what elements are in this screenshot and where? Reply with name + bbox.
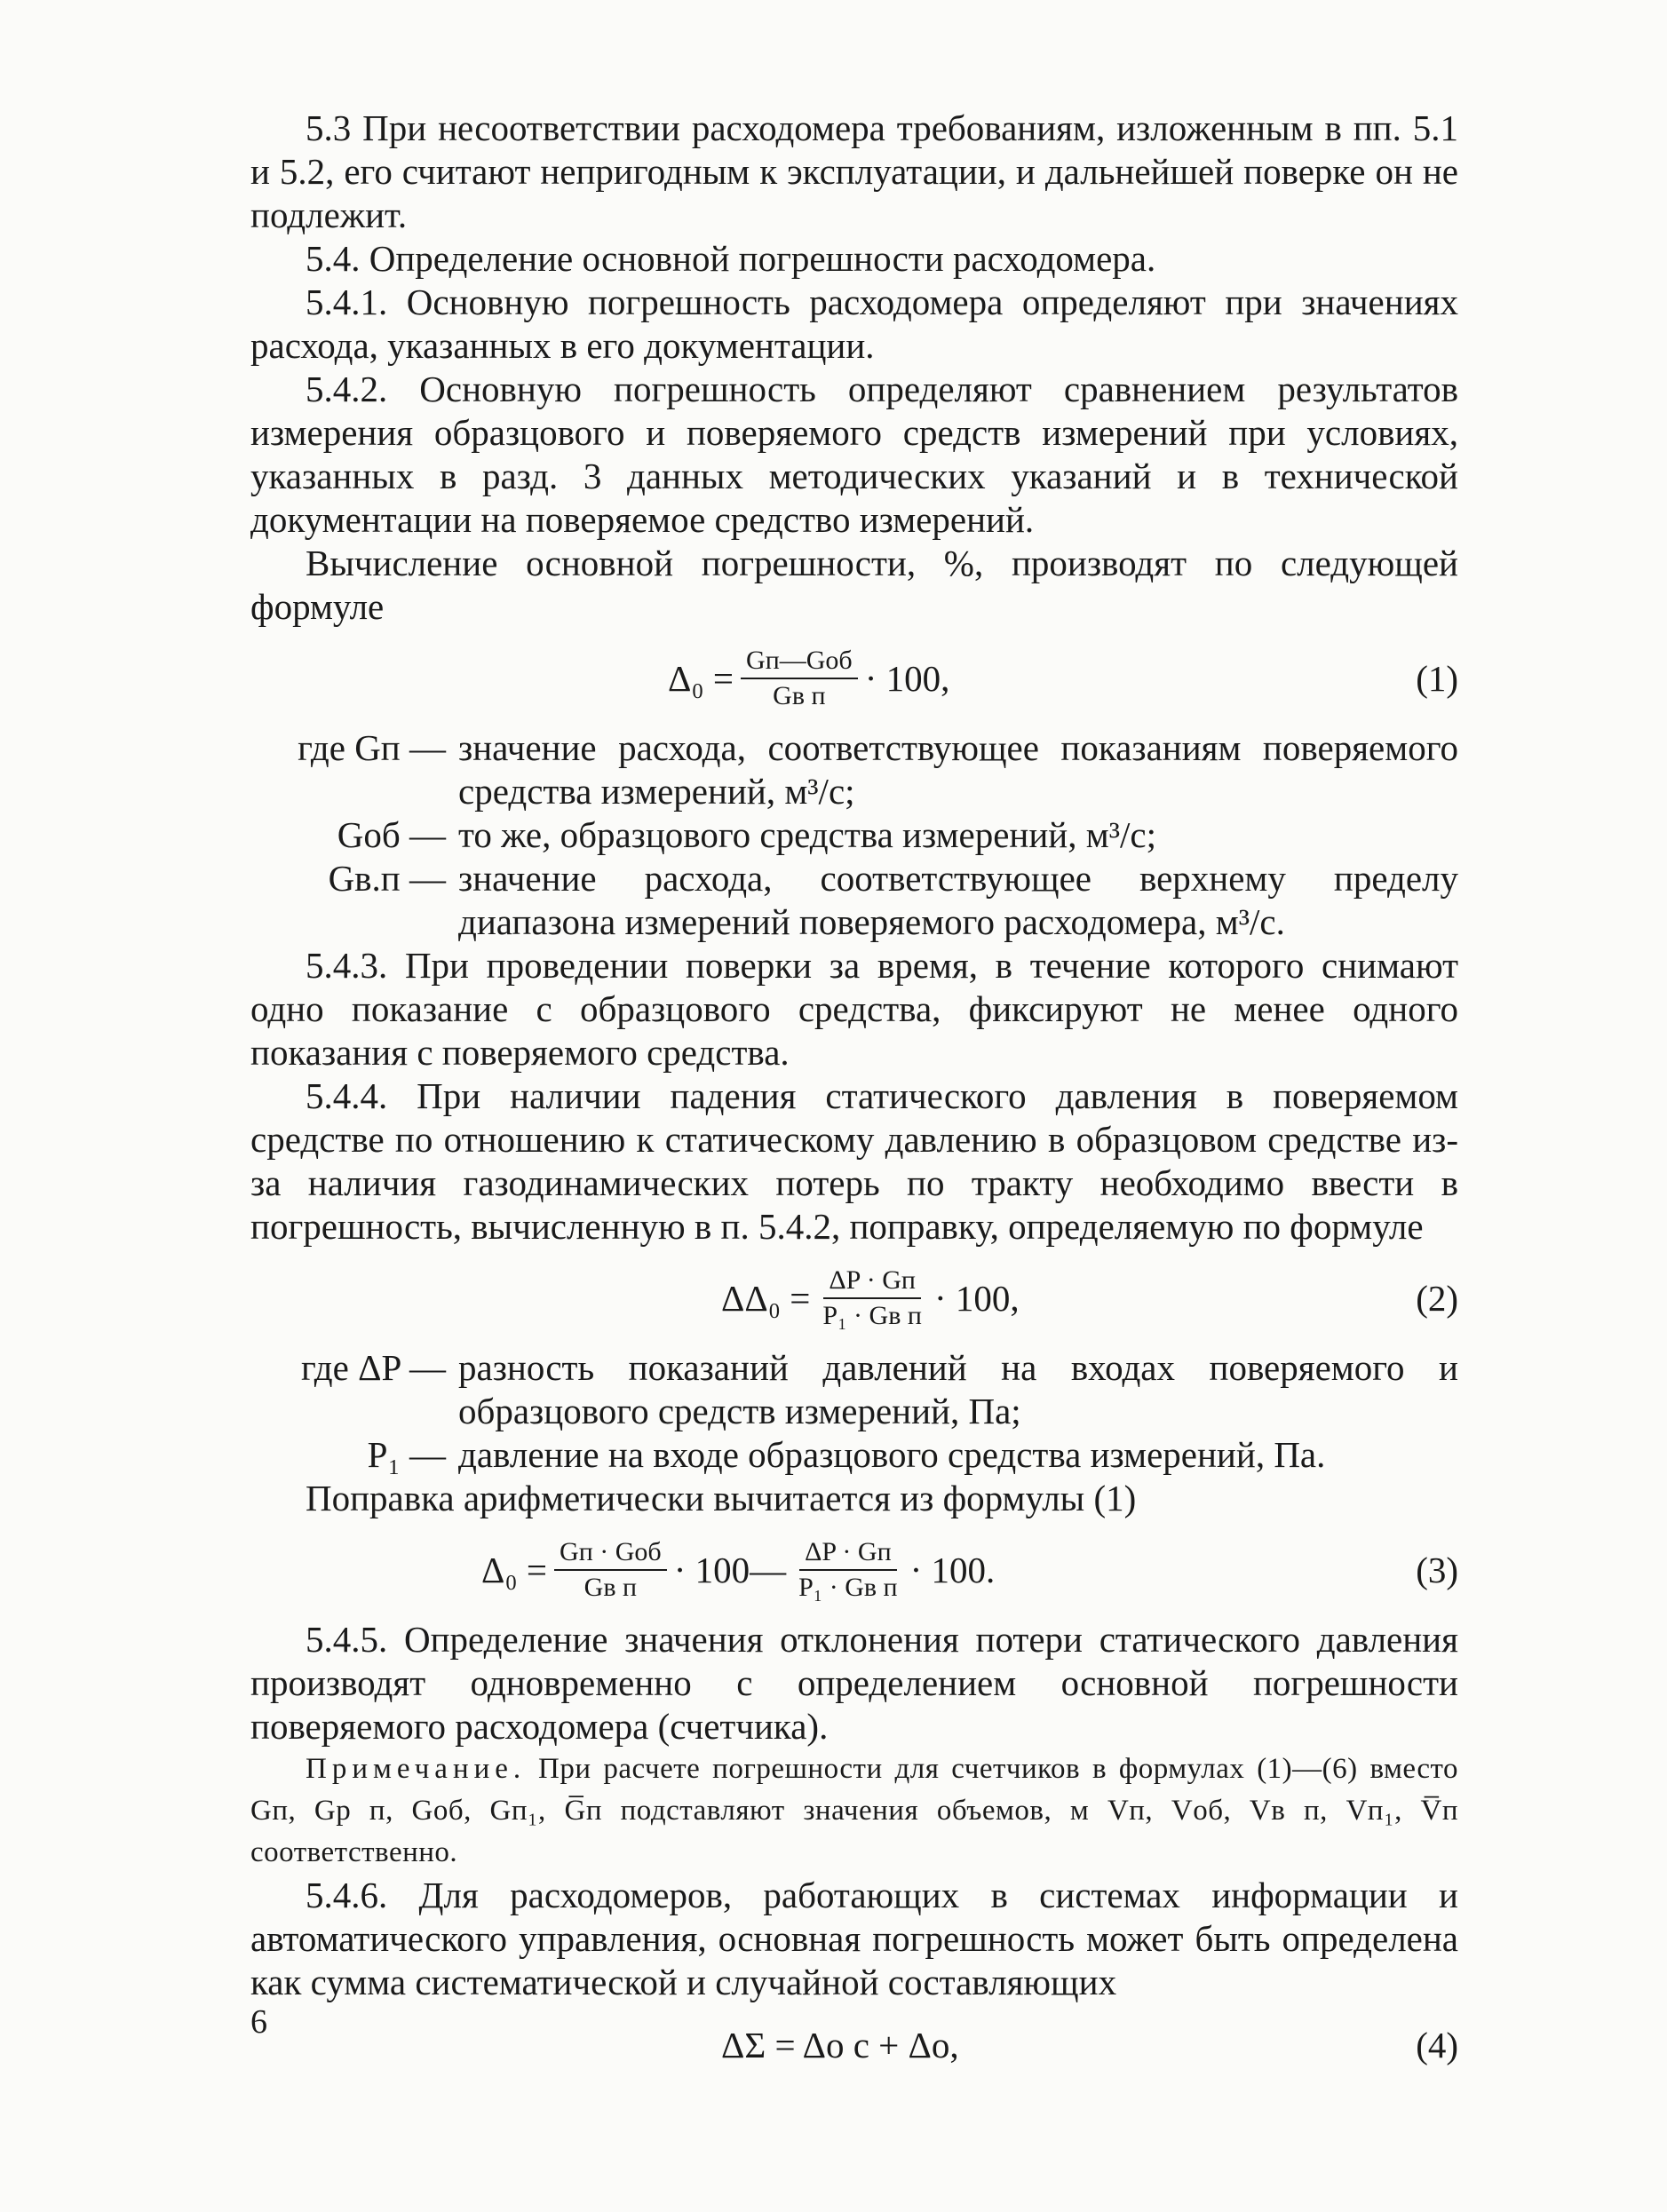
formula-2	[250, 1254, 1458, 1343]
def-term-dp: где ΔP —	[301, 1347, 446, 1388]
formula-1-numerator: Gп—Gоб	[741, 646, 858, 679]
formula-3-fraction-b	[793, 1537, 903, 1603]
page-number: 6	[250, 2003, 267, 2041]
formula-1-number: (1)	[1416, 657, 1458, 699]
formula-2-number: (2)	[1416, 1277, 1458, 1319]
formula-3-lhs: Δ₀ =	[481, 1549, 548, 1590]
paragraph-5-4-1: 5.4.1. Основную погрешность расходомера определяют при значениях расхода, указанных в его документации.	[250, 281, 1458, 366]
formula-2-numerator: ΔP · Gп	[823, 1265, 921, 1299]
paragraph-5-4-2: 5.4.2. Основную погрешность определяют сравнением результатов измерения образцового и поверяемого средств измерений при условиях, указанных в разд. 3 данных методических указаний и в технической документации на поверяемое средство измерений.	[250, 369, 1458, 540]
def-desc-dp: разность показаний давлений на входах поверяемого и образцового средств измерений, Па;	[458, 1347, 1458, 1431]
note-text: При расчете погрешности для счетчиков в формулах (1)—(6) вместо Gп, Gр п, Gоб, Gп₁, G̅п подставляют значения объемов, м Vп, Vоб, Vв п, Vп₁, V̅п соответственно.	[250, 1753, 1459, 1868]
formula-4-expr: ΔΣ = Δо с + Δо,	[721, 2024, 959, 2065]
def-term-gvp: Gв.п —	[328, 858, 446, 899]
formula-3-number: (3)	[1416, 1549, 1458, 1590]
formula-2-fraction	[817, 1265, 927, 1331]
formula-3-tail: · 100.	[909, 1549, 996, 1590]
formula-3-denominator-b: P₁ · Gв п	[798, 1573, 898, 1602]
definitions-formula-1	[250, 726, 1458, 944]
def-term-gob: Gоб —	[337, 814, 446, 855]
paragraph-calculation: Вычисление основной погрешности, %, производят по следующей формуле	[250, 543, 1458, 627]
paragraph-5-4-4: 5.4.4. При наличии падения статического давления в поверяемом средстве по отношению к статическому давлению в образцовом средстве из-за наличия газодинамических потерь по тракту необходимо ввести в погрешность, вычисленную в п. 5.4.2, поправку, определяемую по формуле	[250, 1075, 1458, 1247]
note-label: Примечание.	[306, 1753, 527, 1785]
note	[250, 1748, 1458, 1874]
paragraph-5-4-6: 5.4.6. Для расходомеров, работающих в системах информации и автоматического управления, основная погрешность может быть определена как сумма систематической и случайной составляющих	[250, 1875, 1458, 2002]
def-desc-gp: значение расхода, соответствующее показаниям поверяемого средства измерений, м³/с;	[458, 727, 1458, 812]
def-desc-gvp: значение расхода, соответствующее верхнему пределу диапазона измерений поверяемого расходомера, м³/с.	[458, 858, 1458, 942]
formula-2-denominator: P₁ · Gв п	[822, 1301, 922, 1330]
paragraph-5-4-3: 5.4.3. При проведении поверки за время, в течение которого снимают одно показание с образцового средства, фиксируют не менее одного показания с поверяемого средства.	[250, 945, 1458, 1073]
formula-1	[250, 634, 1458, 723]
paragraph-correction: Поправка арифметически вычитается из формулы (1)	[306, 1478, 1137, 1518]
paragraph-5-4-5: 5.4.5. Определение значения отклонения потери статического давления производят одновременно с определением основной погрешности поверяемого расходомера (счетчика).	[250, 1619, 1458, 1747]
formula-4-number: (4)	[1416, 2024, 1458, 2065]
formula-1-fraction	[741, 646, 858, 711]
def-desc-p1: давление на входе образцового средства измерений, Па.	[458, 1434, 1326, 1475]
formula-1-denominator: Gв п	[773, 681, 826, 710]
def-desc-gob: то же, образцового средства измерений, м³/с;	[458, 814, 1156, 855]
formula-3	[250, 1526, 1458, 1614]
definitions-formula-2	[250, 1346, 1458, 1477]
formula-3-numerator-b: ΔP · Gп	[799, 1537, 897, 1571]
paragraph-5-3: 5.3 При несоответствии расходомера требованиям, изложенным в пп. 5.1 и 5.2, его считают непригодным к эксплуатации, и дальнейшей поверке он не подлежит.	[250, 107, 1458, 235]
formula-3-mid: · 100—	[673, 1549, 787, 1590]
formula-4	[250, 2010, 1458, 2081]
formula-1-lhs: Δ₀ =	[668, 657, 734, 699]
document-page	[250, 107, 1458, 2084]
formula-3-numerator-a: Gп · Gоб	[554, 1537, 667, 1571]
def-term-gp: где Gп —	[298, 727, 446, 768]
formula-3-denominator-a: Gв п	[583, 1573, 638, 1602]
formula-2-tail: · 100,	[933, 1277, 1020, 1319]
def-term-p1: P₁ —	[367, 1434, 446, 1475]
formula-3-fraction-a	[554, 1537, 667, 1603]
formula-2-lhs: ΔΔ₀ =	[721, 1277, 811, 1319]
paragraph-5-4: 5.4. Определение основной погрешности расходомера.	[306, 238, 1156, 279]
formula-1-tail: · 100,	[864, 657, 950, 699]
